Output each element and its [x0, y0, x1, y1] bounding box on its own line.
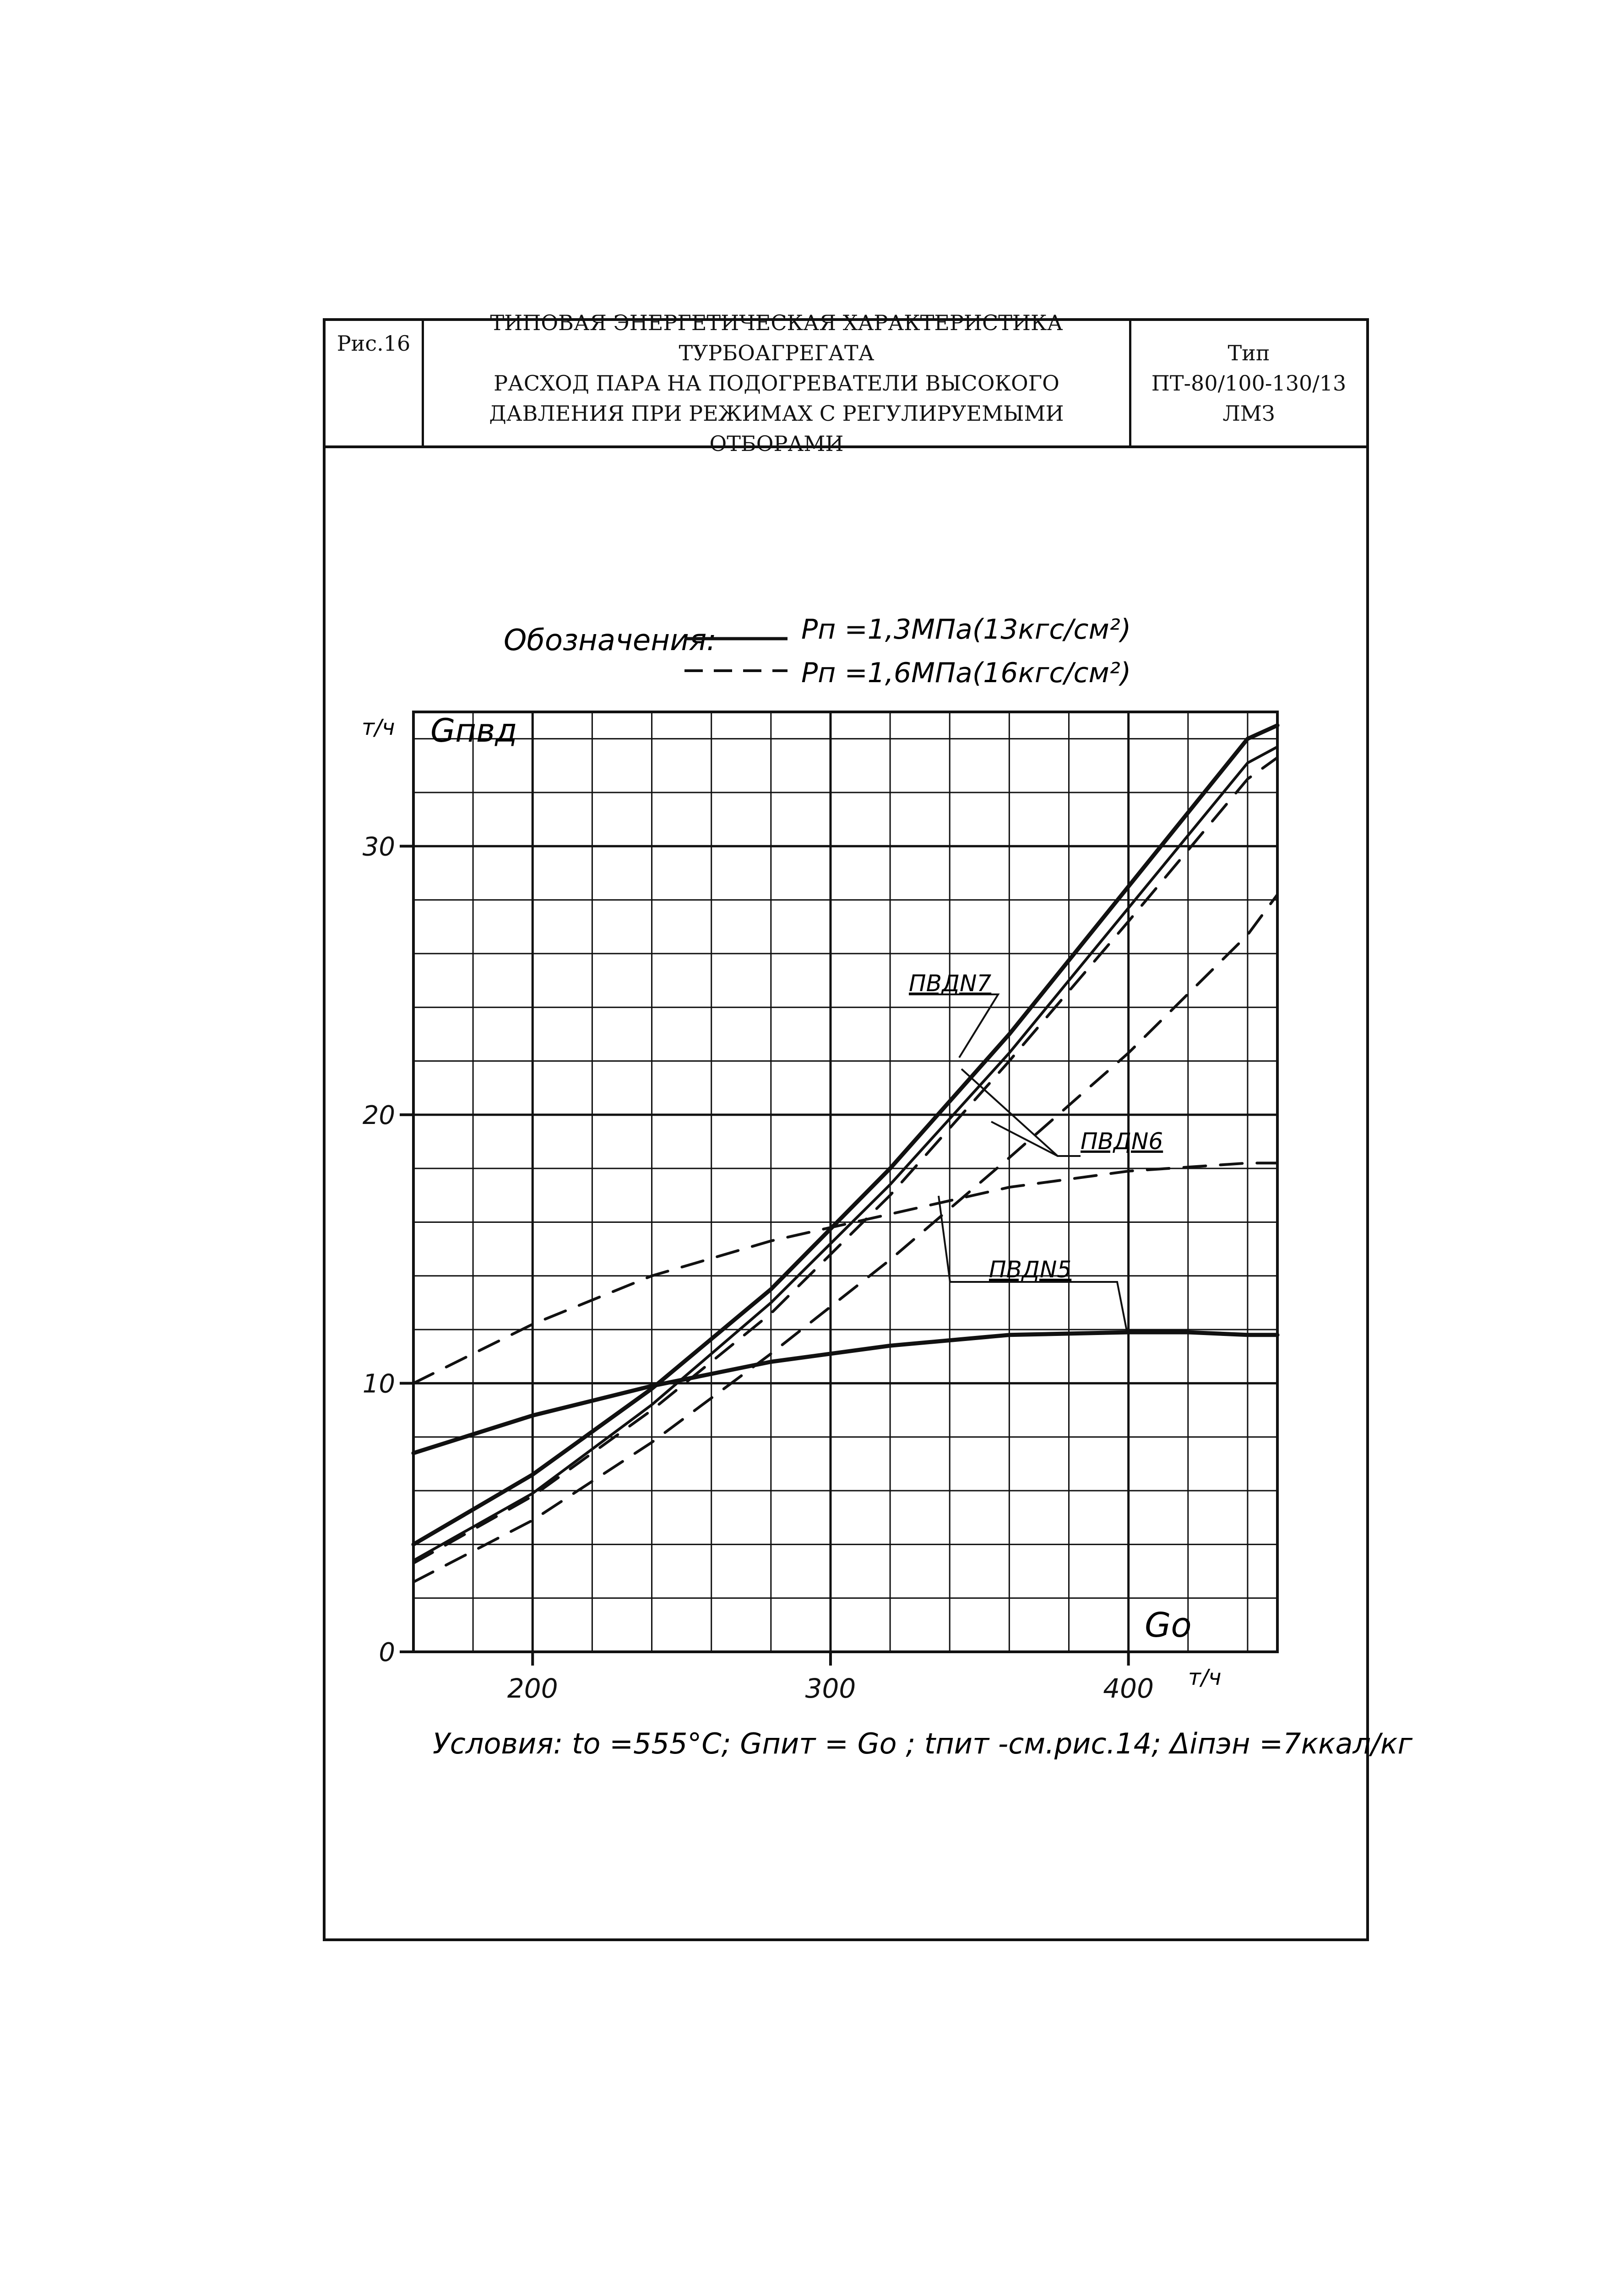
manufacturer: ЛМЗ: [1222, 401, 1275, 426]
curve-label-pvd5: ПВДN5: [989, 1256, 1072, 1283]
y-axis-unit: т/ч: [362, 715, 395, 740]
x-tick-label: 400: [1103, 1673, 1154, 1704]
x-axis-unit: т/ч: [1188, 1665, 1222, 1690]
title-line-2: РАСХОД ПАРА НА ПОДОГРЕВАТЕЛИ ВЫСОКОГО: [494, 371, 1059, 396]
y-tick-label: 30: [362, 832, 395, 862]
legend-title: Обозначения:: [504, 624, 717, 657]
axes: [363, 712, 1277, 1704]
conditions-note: Условия: tо =555°С; Gпит = Gо ; tпит -см.рис.14; Δiпэн =7ккал/кг: [433, 1727, 1413, 1760]
type-label: Тип: [1228, 341, 1270, 365]
leader-pvd6-a: [961, 1069, 1081, 1156]
curve-label-pvd6: ПВДN6: [1081, 1128, 1163, 1155]
title-line-1: ТИПОВАЯ ЭНЕРГЕТИЧЕСКАЯ ХАРАКТЕРИСТИКА ТУРБОАГРЕГАТА: [490, 310, 1063, 365]
series-line-solid-2: [413, 1332, 1277, 1453]
turbine-model: ПТ-80/100-130/13: [1151, 371, 1347, 396]
plot-border: [413, 712, 1277, 1652]
series-line-dashed-3: [413, 758, 1277, 1563]
y-tick-label: 20: [362, 1100, 395, 1130]
figure-number: Рис.16: [337, 331, 411, 356]
legend-dashed-label: Pп =1,6МПа(16кгс/см²): [801, 657, 1131, 689]
y-axis-title: Gпвд: [430, 712, 517, 749]
curve-label-pvd7: ПВДN7: [909, 970, 992, 997]
leader-lines: [909, 994, 1127, 1333]
x-tick-label: 200: [507, 1673, 558, 1704]
y-tick-label: 10: [362, 1369, 395, 1399]
x-tick-label: 300: [805, 1673, 856, 1704]
legend-solid-label: Pп =1,3МПа(13кгс/см²): [801, 613, 1131, 646]
leader-pvd5-a: [939, 1196, 989, 1282]
x-axis-title: Gо: [1145, 1606, 1192, 1645]
y-tick-label: 0: [379, 1638, 395, 1667]
grid: [413, 712, 1277, 1652]
leader-pvd7: [909, 994, 998, 1058]
title-line-3: ДАВЛЕНИЯ ПРИ РЕЖИМАХ С РЕГУЛИРУЕМЫМИ ОТБОРАМИ: [489, 401, 1064, 456]
series-line-dashed-4: [413, 895, 1277, 1582]
